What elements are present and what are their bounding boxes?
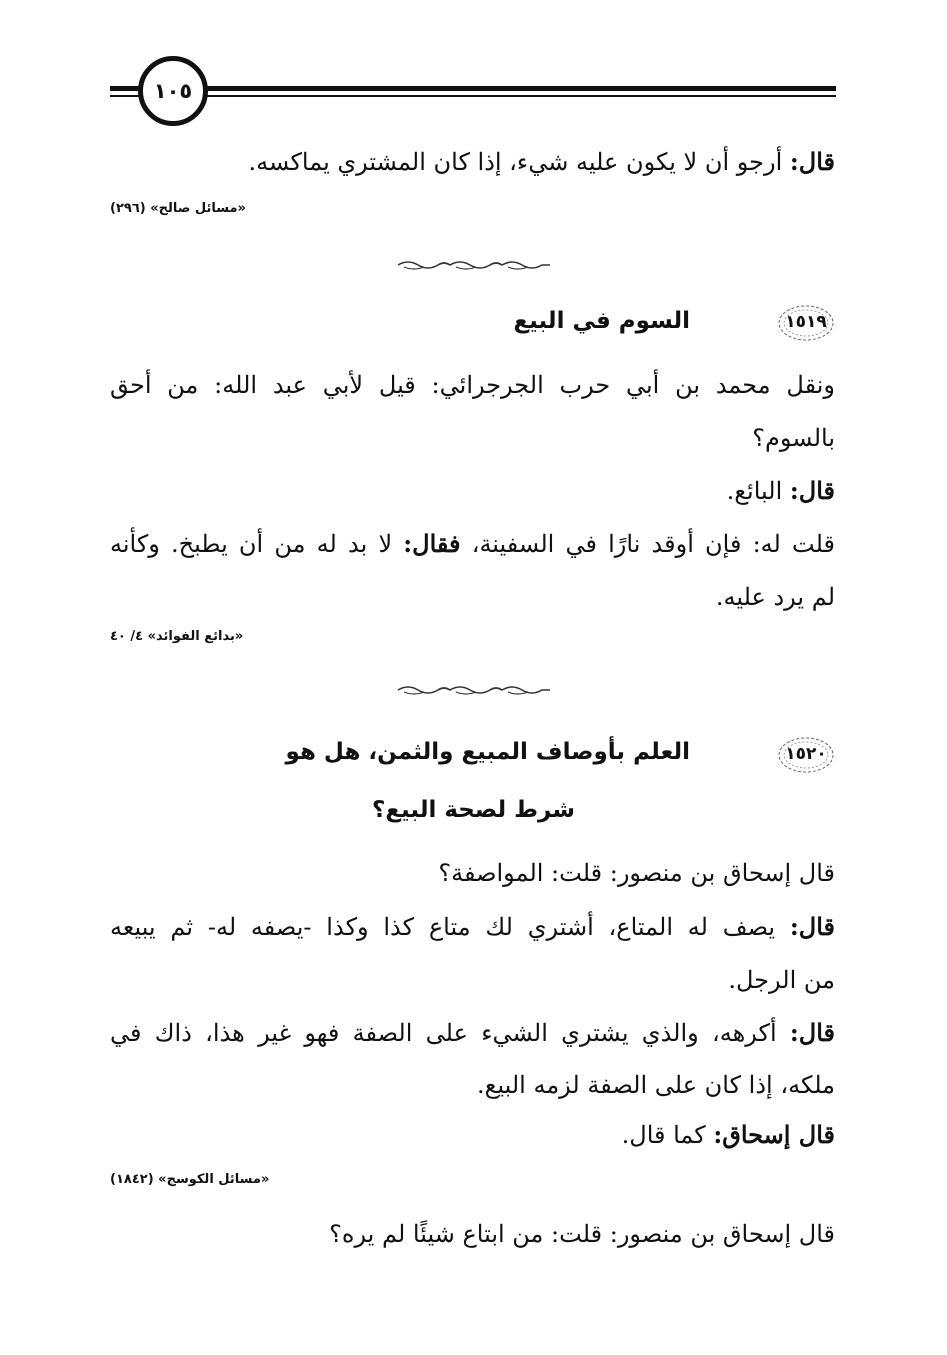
paragraph-text: لا بد له من أن يطبخ. وكأنه bbox=[110, 530, 404, 558]
page-number-circle bbox=[138, 56, 208, 126]
divider-ornament-icon bbox=[394, 682, 554, 698]
entry-title: السوم في البيع bbox=[513, 308, 690, 334]
paragraph-line bbox=[110, 912, 835, 941]
entry-title: العلم بأوصاف المبيع والثمن، هل هو bbox=[285, 739, 690, 765]
source-citation: «مسائل صالح» (٢٩٦) bbox=[110, 201, 246, 216]
divider-ornament-icon bbox=[394, 257, 554, 273]
speaker-label: قال: bbox=[789, 476, 835, 505]
paragraph-line: قال إسحاق بن منصور: قلت: المواصفة؟ bbox=[438, 859, 835, 887]
paragraph-line: ملكه، إذا كان على الصفة لزمه البيع. bbox=[476, 1071, 835, 1099]
paragraph-line bbox=[248, 147, 835, 176]
paragraph-text: كما قال. bbox=[621, 1121, 714, 1149]
speaker-label: قال إسحاق: bbox=[713, 1120, 835, 1149]
header-rule-thin bbox=[110, 95, 836, 97]
paragraph-text: أرجو أن لا يكون عليه شيء، إذا كان المشتري يماكسه. bbox=[248, 148, 790, 176]
entry-title-continued: شرط لصحة البيع؟ bbox=[371, 797, 575, 823]
paragraph-line: من الرجل. bbox=[728, 966, 835, 994]
paragraph-line bbox=[110, 1018, 835, 1047]
speaker-label: فقال: bbox=[403, 529, 461, 558]
entry-number: ١٥١٩ bbox=[785, 312, 827, 332]
paragraph-line: لم يرد عليه. bbox=[715, 583, 835, 611]
speaker-label: قال: bbox=[789, 1018, 835, 1047]
source-citation: «بدائع الفوائد» ٤/ ٤٠ bbox=[110, 629, 244, 644]
paragraph-line bbox=[621, 1120, 835, 1149]
paragraph-line bbox=[726, 476, 835, 505]
page-number: ١٠٥ bbox=[153, 79, 193, 103]
paragraph-text: يصف له المتاع، أشتري لك متاع كذا وكذا -يصفه له- ثم يبيعه bbox=[110, 913, 790, 941]
speaker-label: قال: bbox=[789, 912, 835, 941]
paragraph-text: قلت له: فإن أوقد نارًا في السفينة، bbox=[460, 530, 835, 558]
entry-number-badge bbox=[775, 735, 837, 775]
paragraph-line bbox=[110, 529, 835, 558]
entry-number-badge bbox=[775, 303, 837, 343]
header-rule-thick bbox=[110, 86, 836, 91]
paragraph-line: بالسوم؟ bbox=[752, 424, 835, 452]
speaker-label: قال: bbox=[789, 147, 835, 176]
paragraph-text: أكرهه، والذي يشتري الشيء على الصفة فهو غير هذا، ذاك في bbox=[110, 1019, 790, 1047]
source-citation: «مسائل الكوسج» (١٨٤٢) bbox=[110, 1172, 270, 1187]
paragraph-line: ونقل محمد بن أبي حرب الجرجرائي: قيل لأبي عبد الله: من أحق bbox=[110, 371, 835, 399]
entry-number: ١٥٢٠ bbox=[785, 744, 827, 764]
paragraph-text: البائع. bbox=[726, 477, 790, 505]
paragraph-line: قال إسحاق بن منصور: قلت: من ابتاع شيئًا لم يره؟ bbox=[329, 1220, 835, 1248]
